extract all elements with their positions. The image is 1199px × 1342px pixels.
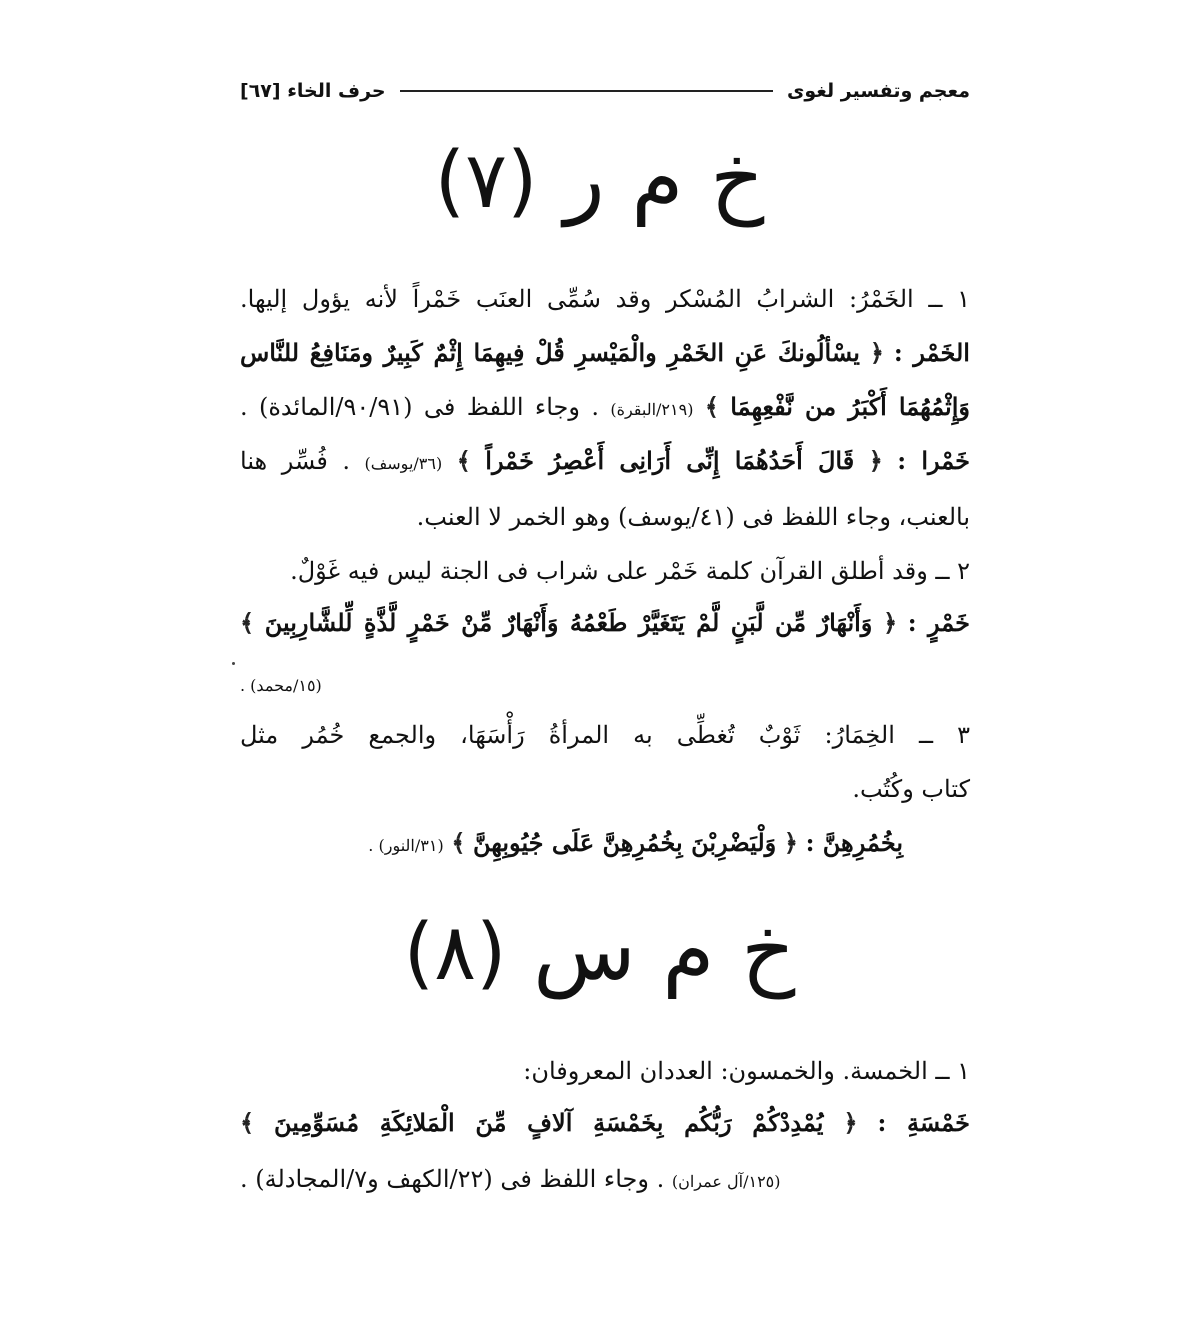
- line-tail: . وجاء اللفظ فى (٢٢/الكهف و٧/المجادلة) .: [240, 1165, 665, 1193]
- quote-line: [240, 390, 970, 427]
- headword: خَمْسَةِ :: [877, 1108, 970, 1137]
- quote-line: [240, 444, 970, 481]
- ornate-bracket-open: ﴿: [883, 608, 898, 637]
- ornate-bracket-open: ﴿: [868, 446, 883, 475]
- ornate-bracket-close: ﴾: [456, 446, 471, 475]
- quran-verse: وَأَنْهَارٌ مِّن لَّبَنٍ لَّمْ يَتَغَيَّرْ طَعْمُهُ وَأَنْهَارٌ مِّنْ خَمْرٍ لَّذَّةٍ لِّلشَّارِبِينَ: [264, 608, 873, 637]
- root-letters: خ م س: [533, 901, 796, 999]
- reference-line: [240, 1162, 781, 1199]
- quote-line: [240, 606, 970, 640]
- running-header: [240, 76, 970, 106]
- ornate-bracket-open: ﴿: [843, 1108, 858, 1137]
- verse-reference: (١٥/محمد) .: [240, 676, 322, 695]
- quote-line: [240, 336, 970, 370]
- definition-line: ١ ــ الخَمْرُ: الشرابُ المُسْكر وقد سُمِّى العنَب خَمْراً لأنه يؤول إليها.: [240, 285, 970, 313]
- quran-verse: يسْألُونكَ عَنِ الخَمْرِ والْمَيْسرِ قُلْ فِيهِمَا إِثْمٌ كَبِيرٌ ومَنَافِعُ للنَّاس: [240, 338, 860, 367]
- quran-verse: قَالَ أَحَدُهُمَا إِنِّى أَرَانِى أَعْصِرُ خَمْراً: [485, 446, 855, 475]
- quote-line: [368, 826, 903, 863]
- root-heading-8: [0, 900, 1199, 1003]
- headword: الخَمْر :: [893, 338, 970, 367]
- quote-line: [240, 1106, 970, 1140]
- quran-verse: وَإِثْمُهُمَا أَكْبَرُ من نَّفْعِهِمَا: [730, 392, 970, 421]
- stray-mark: [232, 662, 235, 665]
- root-number: (٨): [403, 908, 507, 998]
- definition-line: ٢ ــ وقد أطلق القرآن كلمة خَمْر على شراب فى الجنة ليس فيه غَوْلٌ.: [290, 557, 970, 585]
- root-heading-7: [0, 128, 1199, 231]
- ornate-bracket-open: ﴿: [869, 338, 884, 367]
- headword: بِخُمُرِهِنَّ :: [805, 828, 903, 857]
- root-letters: خ م ر: [564, 129, 765, 227]
- ornate-bracket-close: ﴾: [704, 392, 719, 421]
- headword: خَمْرٍ :: [907, 608, 970, 637]
- root-number: (٧): [434, 136, 538, 226]
- headword: خَمْرا :: [897, 446, 970, 475]
- book-title: معجم وتفسير لغوى: [786, 80, 970, 102]
- definition-line: ٣ ــ الخِمَارُ: ثَوْبٌ تُغطِّى به المرأةُ رَأْسَهَا، والجمع خُمُر مثل: [240, 721, 970, 749]
- definition-line: بالعنب، وجاء اللفظ فى (٤١/يوسف) وهو الخمر لا العنب.: [416, 503, 970, 531]
- ornate-bracket-open: ﴿: [783, 828, 798, 857]
- verse-reference: (١٢٥/آل عمران): [671, 1172, 781, 1191]
- header-rule: [400, 90, 773, 92]
- line-tail: . فُسِّر هنا: [240, 447, 350, 475]
- quran-verse: يُمْدِدْكُمْ رَبُّكُم بِخَمْسَةِ آلافٍ مِّنَ الْمَلائِكَةِ مُسَوِّمِينَ: [274, 1108, 824, 1137]
- line-tail: . وجاء اللفظ فى (٩٠/٩١/المائدة) .: [240, 393, 599, 421]
- quran-verse: وَلْيَضْرِبْنَ بِخُمُرِهِنَّ عَلَى جُيُوبِهِنَّ: [473, 828, 777, 857]
- verse-reference: (٣١/النور) .: [368, 836, 444, 855]
- reference-line: [240, 666, 322, 703]
- definition-line: كتاب وكُتُب.: [852, 775, 970, 803]
- ornate-bracket-close: ﴾: [240, 608, 255, 637]
- definition-line: ١ ــ الخمسة. والخمسون: العددان المعروفان:: [523, 1057, 970, 1085]
- section-label: حرف الخاء [٦٧]: [240, 80, 386, 102]
- verse-reference: (٣٦/يوسف): [364, 454, 443, 473]
- verse-reference: (٢١٩/البقرة): [610, 400, 694, 419]
- ornate-bracket-close: ﴾: [240, 1108, 255, 1137]
- ornate-bracket-close: ﴾: [451, 828, 466, 857]
